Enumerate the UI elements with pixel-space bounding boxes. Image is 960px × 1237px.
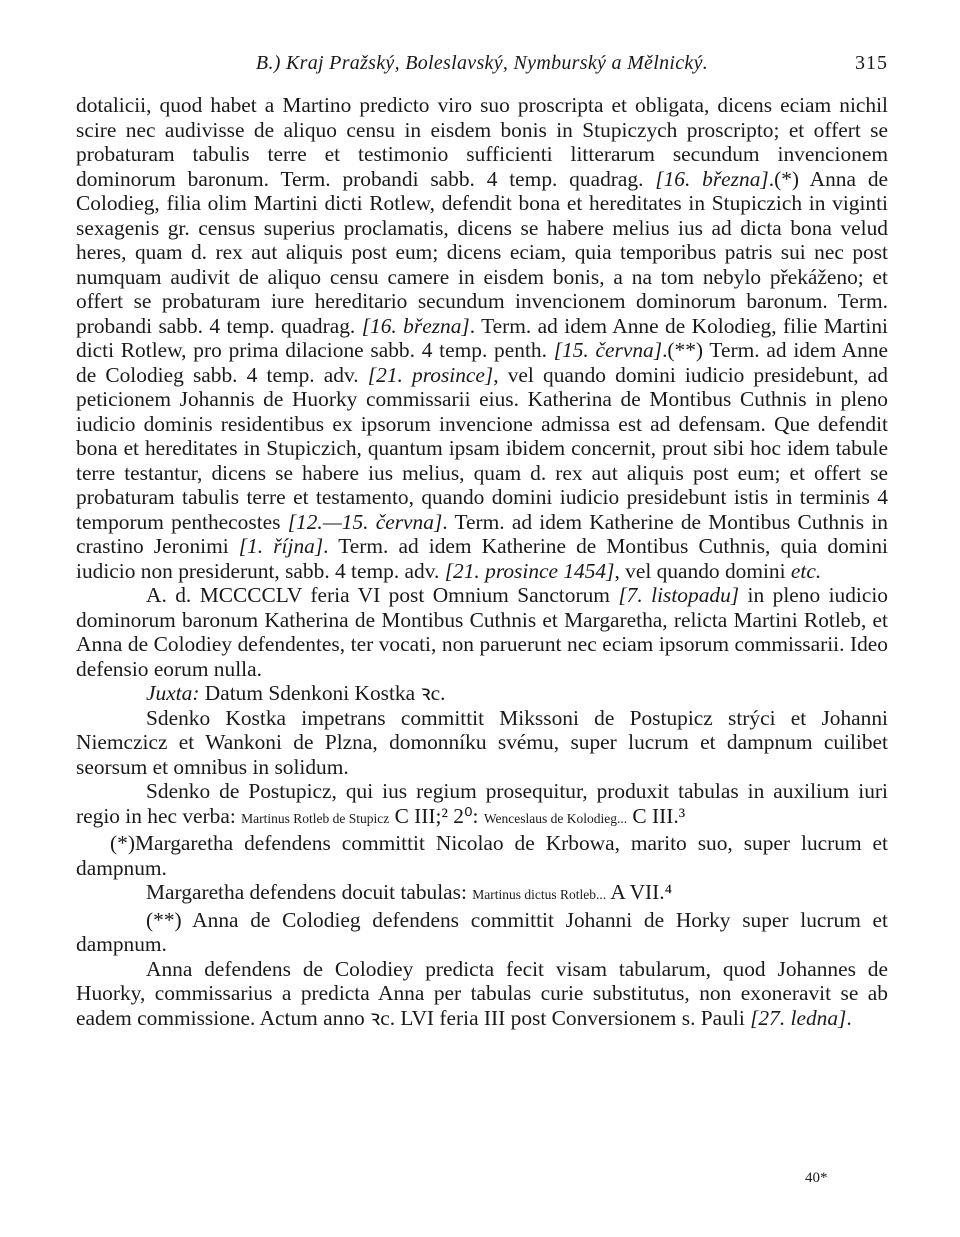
paragraph-2 <box>76 583 888 681</box>
date-note: [16. března] <box>655 166 769 191</box>
text-run: . Term. ad idem Anne de Kolodieg, filie Martini dicti Rotlew, pro prima dilacione sabb. 4 temp. penth. <box>76 313 889 362</box>
date-note: [21. prosince] <box>367 362 494 387</box>
text-run: A. d. MCCCCLV feria VI post Omnium Sanctorum <box>146 583 619 607</box>
juxta-label: Juxta: <box>146 681 200 705</box>
date-note: [12.—15. června] <box>287 509 443 534</box>
date-note: [21. prosince 1454] <box>444 558 615 583</box>
text-run: .(**) Term. ad idem Anne de Colodieg sabb. 4 temp. adv. <box>76 338 889 387</box>
date-note: [15. června] <box>553 338 663 362</box>
text-run: , vel quando domini iudicio presidebunt, ad peticionem Johannis de Huorky commissarii eius. Katherina de Montibus Cuthnis in pleno iudicio dominis residentibus ex ipsorum invencione admissa est ad defensam. Que defendit bona et hereditates in Stupiczich, quantum ipsam ibidem concernit, prout sibi hoc idem tabule terre testantur, dicens se habere ius melius, quam d. rex aut aliquis post eum; et offert se probaturam tabulis terre et testamento, quando domini iudicio presidebunt istis in terminis 4 temporum penthecostes <box>76 362 888 534</box>
text-run: C III.³ <box>627 803 686 828</box>
page-number: 315 <box>855 52 888 74</box>
paragraph-3 <box>76 681 888 706</box>
text-run: Anna defendens de Colodiey predicta fecit visam tabularum, quod Johannes de Huorky, commissarius a predicta Anna per tabulas curie substitutus, non exoneravit se ab eadem commissione. Actum anno ꝛc. LVI feria III post Conversionem s. Pauli <box>76 956 888 1030</box>
text-body <box>76 93 888 1030</box>
small-citation: Wenceslaus de Kolodieg... <box>483 810 628 826</box>
text-run: , vel quando domini <box>614 558 791 583</box>
paragraph-1 <box>76 93 888 583</box>
text-run: . Term. ad idem Katherine de Montibus Cuthnis, quia domini iudicio non presiderunt, sabb. 4 temp. adv. <box>76 534 889 583</box>
text-run: dotalicii, quod habet a Martino predicto viro suo proscripta et obligata, dicens eciam nichil scire nec audivisse de aliquo censu in eisdem bonis in Stupiczych proscripto; et offert se probaturam tabulis terre et testimonio sufficienti litterarum secundum invencionem dominorum baronum. Term. probandi sabb. 4 temp. quadrag. <box>76 93 888 191</box>
text-run: . <box>846 1005 852 1030</box>
paragraph-7 <box>76 880 888 908</box>
text-run: .(*) Anna de Colodieg, filia olim Martini dicti Rotlew, defendit bona et hereditates in Stupiczich in viginti sexagenis gr. census superius proclamatis, dicens se habere melius ius ad dicta bona velud heres, quam d. rex aut aliquis post eum; dicens eciam, quia temporibus patris sui nec post numquam audivit de aliquo censu camere in eisdem bonis, a na tom nebylo překáženo; et offert se probaturam iure hereditario secundum invencionem dominorum baronum. Term. probandi sabb. 4 temp. quadrag. <box>76 166 889 338</box>
paragraph-6: (*)Margaretha defendens committit Nicolao de Krbowa, marito suo, super lucrum et dampnum. <box>76 831 888 880</box>
signature-mark: 40* <box>805 1170 828 1186</box>
text-run: Datum Sdenkoni Kostka ꝛc. <box>199 681 446 705</box>
text-run: A VII.⁴ <box>606 880 673 904</box>
small-citation: Martinus dictus Rotleb... <box>472 887 607 902</box>
paragraph-4: Sdenko Kostka impetrans committit Mikssoni de Postupicz strýci et Johanni Niemczicz et Wankoni de Plzna, domonníku svému, super lucrum et dampnum cuilibet seorsum et omnibus in solidum. <box>76 705 888 779</box>
paragraph-9 <box>76 957 888 1031</box>
running-header <box>76 52 888 82</box>
date-note: [16. března] <box>361 313 470 338</box>
etc-note: etc. <box>790 558 822 583</box>
date-note: [27. ledna] <box>750 1005 847 1030</box>
text-run: Margaretha defendens docuit tabulas: <box>146 880 473 904</box>
header-title: B.) Kraj Pražský, Boleslavský, Nymburský a Mělnický. <box>255 52 709 74</box>
text-run: in pleno iudicio dominorum baronum Katherina de Montibus Cuthnis et Margaretha, relicta Martini Rotleb, et Anna de Colodiey defendentes, ter vocati, non paruerunt nec eciam ipsorum commissarii. Ideo defensio eorum nulla. <box>76 583 888 681</box>
text-run: . Term. ad idem Katherine de Montibus Cuthnis in crastino Jeronimi <box>76 509 888 558</box>
paragraph-8: (**) Anna de Colodieg defendens committit Johanni de Horky super lucrum et dampnum. <box>76 907 888 956</box>
small-citation: Martinus Rotleb de Stupicz <box>241 810 390 826</box>
date-note: [1. října] <box>238 534 324 558</box>
text-run: C III;² 2⁰: <box>389 803 484 828</box>
text-run: Sdenko de Postupicz, qui ius regium prosequitur, produxit tabulas in auxilium iuri regio in hec verba: <box>76 779 888 828</box>
date-note: [7. listopadu] <box>618 583 740 607</box>
paragraph-5 <box>76 779 888 831</box>
